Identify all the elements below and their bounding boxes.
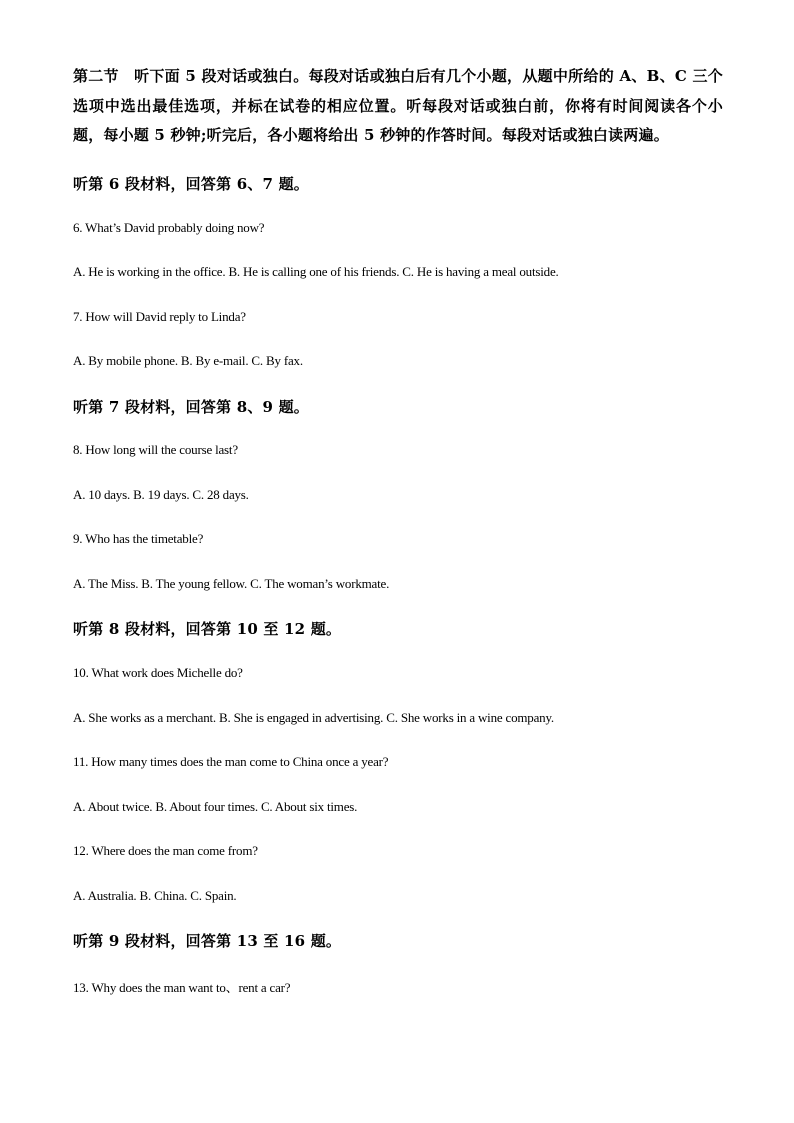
options-9: A. The Miss. B. The young fellow. C. The woman’s workmate. (73, 576, 390, 591)
options-6: A. He is working in the office. B. He is calling one of his friends. C. He is having a meal outside. (73, 264, 559, 279)
question-13: 13. Why does the man want to、rent a car? (73, 980, 291, 995)
group-heading-9: 听第 9 段材料，回答第 13 至 16 题。 (73, 932, 342, 950)
options-11: A. About twice. B. About four times. C. About six times. (73, 799, 358, 814)
question-11: 11. How many times does the man come to China once a year? (73, 754, 389, 769)
group-heading-7: 听第 7 段材料，回答第 8、9 题。 (73, 398, 310, 416)
options-7: A. By mobile phone. B. By e-mail. C. By fax. (73, 353, 303, 368)
question-6: 6. What’s David probably doing now? (73, 220, 265, 235)
question-8: 8. How long will the course last? (73, 442, 238, 457)
question-9: 9. Who has the timetable? (73, 531, 204, 546)
group-heading-6: 听第 6 段材料，回答第 6、7 题。 (73, 175, 310, 193)
question-7: 7. How will David reply to Linda? (73, 309, 246, 324)
question-12: 12. Where does the man come from? (73, 843, 258, 858)
question-10: 10. What work does Michelle do? (73, 665, 243, 680)
options-12: A. Australia. B. China. C. Spain. (73, 888, 237, 903)
section-instructions: 第二节 听下面 5 段对话或独白。每段对话或独白后有几个小题，从题中所给的 A、B、C 三个选项中选出最佳选项，并标在试卷的相应位置。听每段对话或独白前，你将有时间阅读各个小题，每小题 5 秒钟;听完后，各小题将给出 5 秒钟的作答时间。每段对话或独白读两遍。 (73, 67, 723, 144)
group-heading-8: 听第 8 段材料，回答第 10 至 12 题。 (73, 620, 342, 638)
options-10: A. She works as a merchant. B. She is engaged in advertising. C. She works in a wine company. (73, 710, 554, 725)
options-8: A. 10 days. B. 19 days. C. 28 days. (73, 487, 249, 502)
